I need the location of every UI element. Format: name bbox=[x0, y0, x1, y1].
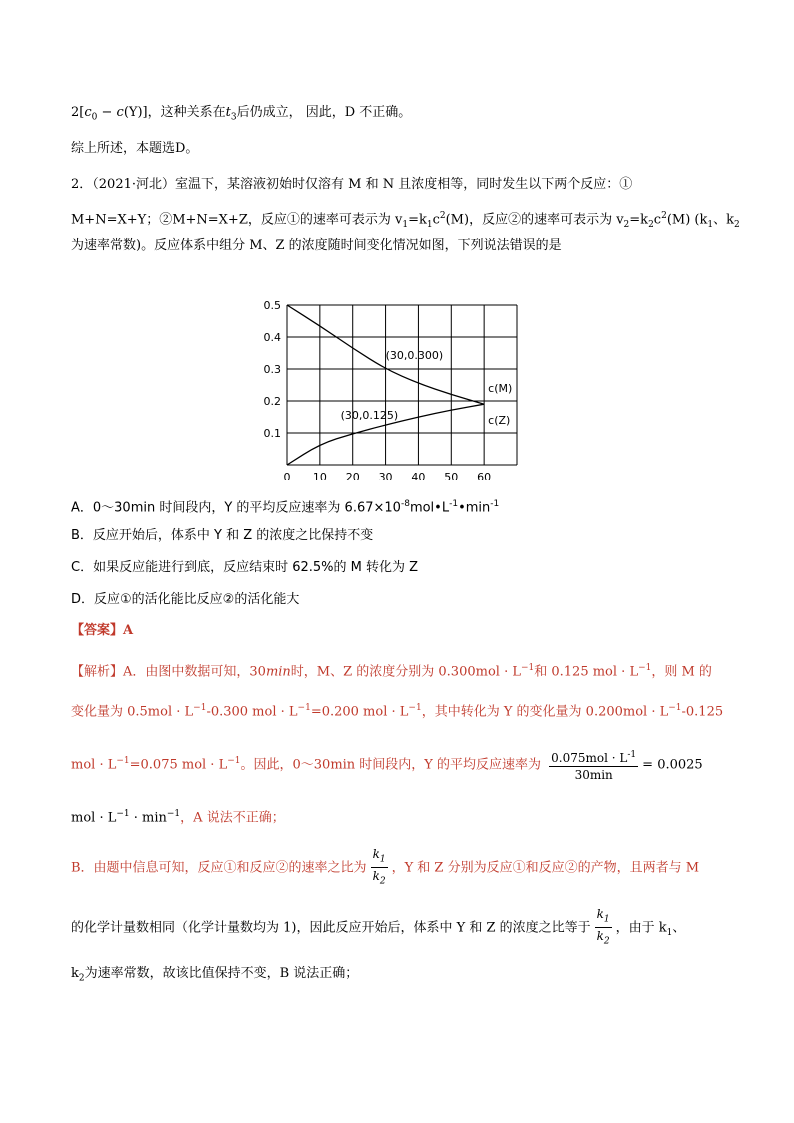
question-line-2 bbox=[71, 206, 740, 235]
rate-fraction bbox=[549, 747, 638, 783]
text-segment: ，其中转化为 Y 的变化量为 0.200mol · L bbox=[421, 704, 669, 720]
text-segment: 2 bbox=[379, 876, 386, 887]
option-a[interactable] bbox=[71, 494, 499, 518]
text-segment: = 0.0025 bbox=[642, 757, 703, 773]
text-segment: 2 bbox=[623, 219, 630, 230]
analysis-line-4 bbox=[71, 804, 285, 828]
point-annotation: (30,0.125) bbox=[340, 409, 399, 422]
analysis-line-5 bbox=[71, 846, 699, 890]
x-tick-label: 20 bbox=[345, 471, 360, 480]
text-segment: k bbox=[596, 929, 604, 944]
text-segment: M+N=X+Y；②M+N=X+Z，反应①的速率可表示为 v bbox=[71, 212, 403, 228]
point-annotation: (30,0.300) bbox=[385, 349, 444, 362]
text-segment: 变化量为 0.5mol · L bbox=[71, 704, 194, 720]
text-segment: min bbox=[265, 664, 291, 680]
answer-label bbox=[71, 621, 133, 641]
text-segment: mol · L bbox=[71, 757, 117, 773]
text-segment: 1 bbox=[402, 219, 409, 230]
x-tick-label: 60 bbox=[477, 471, 492, 480]
text-segment: 1 bbox=[707, 219, 714, 230]
continuation-line bbox=[71, 103, 411, 128]
text-segment: =k bbox=[629, 212, 649, 228]
text-segment: 30min bbox=[574, 767, 613, 782]
text-segment: 1 bbox=[426, 219, 433, 230]
question-intro bbox=[71, 175, 632, 195]
text-segment: c bbox=[84, 105, 92, 120]
k-ratio-fraction bbox=[371, 846, 388, 890]
text-segment: −1 bbox=[116, 756, 130, 766]
text-segment: ，由于 k bbox=[615, 920, 667, 936]
text-segment: ，A 说法不正确； bbox=[180, 810, 285, 826]
text-segment: 2[ bbox=[71, 105, 85, 120]
x-tick-label: 40 bbox=[411, 471, 426, 480]
text-segment: c bbox=[116, 105, 124, 120]
text-segment: t bbox=[225, 105, 231, 120]
text-segment: 1 bbox=[379, 854, 386, 865]
text-segment: −1 bbox=[520, 663, 535, 673]
text-segment: 和 0.125 mol · L bbox=[534, 664, 639, 680]
text-segment: 2 bbox=[661, 211, 667, 221]
text-segment: 2 bbox=[603, 936, 610, 947]
text-segment: 2．（2021·河北）室温下，某溶液初始时仅溶有 M 和 N 且浓度相等，同时发生以下两个反应：① bbox=[71, 177, 633, 192]
text-segment: −1 bbox=[227, 756, 241, 766]
analysis-line-1 bbox=[71, 658, 712, 682]
text-segment: 2 bbox=[733, 219, 740, 230]
text-segment: (M) (k bbox=[666, 212, 708, 228]
series-label: c(M) bbox=[488, 382, 513, 396]
text-segment: −1 bbox=[638, 663, 652, 673]
text-segment: 、 bbox=[672, 920, 686, 936]
text-segment: 【解析】A．由图中数据可知，30 bbox=[71, 664, 266, 680]
text-segment: −1 bbox=[297, 703, 311, 713]
text-segment: 为速率常数)。反应体系中组分 M、Z 的浓度随时间变化情况如图，下列说法错误的是 bbox=[71, 238, 562, 253]
x-tick-label: 50 bbox=[444, 471, 459, 480]
y-tick-label: 0.5 bbox=[263, 299, 281, 312]
text-segment: A．0～30min 时间段内，Y 的平均反应速率为 6.67×10 bbox=[71, 500, 401, 516]
text-segment: − bbox=[97, 105, 117, 120]
text-segment: D．反应①的活化能比反应②的活化能大 bbox=[71, 592, 300, 607]
text-segment: =0.075 mol · L bbox=[129, 757, 228, 773]
text-segment: B．反应开始后，体系中 Y 和 Z 的浓度之比保持不变 bbox=[71, 528, 374, 543]
text-segment: 1 bbox=[666, 927, 673, 938]
text-segment: −1 bbox=[193, 703, 207, 713]
text-segment: 综上所述，本题选D。 bbox=[71, 141, 199, 156]
text-segment: −1 bbox=[166, 809, 181, 819]
text-segment: -1 bbox=[490, 499, 500, 509]
analysis-line-7 bbox=[71, 964, 358, 989]
text-segment: (Y)] bbox=[123, 105, 148, 120]
text-segment: k bbox=[372, 847, 380, 861]
option-b[interactable] bbox=[71, 526, 373, 546]
text-segment: 0 bbox=[91, 112, 98, 123]
text-segment: 时，M、Z 的浓度分别为 0.300mol · L bbox=[290, 664, 521, 680]
text-segment: −1 bbox=[116, 809, 130, 819]
text-segment: ，这种关系在 bbox=[147, 105, 226, 120]
y-tick-label: 0.2 bbox=[263, 395, 281, 408]
text-segment: 后仍成立， 因此，D 不正确。 bbox=[236, 105, 412, 120]
text-segment: ，则 M 的 bbox=[651, 664, 712, 680]
y-tick-label: 0.4 bbox=[263, 331, 281, 344]
text-segment: mol•L bbox=[409, 500, 450, 516]
text-segment: c bbox=[653, 212, 662, 228]
text-segment: 1 bbox=[603, 914, 610, 925]
y-tick-label: 0.1 bbox=[263, 427, 281, 440]
x-tick-label: 0 bbox=[283, 471, 291, 480]
text-segment: 2 bbox=[648, 219, 654, 230]
text-segment: −1 bbox=[408, 703, 422, 713]
question-line-3 bbox=[71, 236, 562, 256]
text-segment: =k bbox=[408, 212, 427, 228]
k-ratio-fraction bbox=[595, 906, 612, 950]
text-segment: 为速率常数，故该比值保持不变，B 说法正确； bbox=[84, 966, 359, 981]
text-segment: c bbox=[432, 212, 440, 228]
text-segment: k bbox=[596, 907, 604, 921]
text-segment: 。因此，0～30min 时间段内，Y 的平均反应速率为 bbox=[240, 757, 542, 773]
concentration-chart bbox=[255, 290, 535, 480]
summary-line bbox=[71, 139, 198, 159]
text-segment: C．如果反应能进行到底，反应结束时 62.5%的 M 转化为 Z bbox=[71, 560, 419, 575]
option-c[interactable] bbox=[71, 558, 418, 578]
text-segment: 0.075mol · L bbox=[551, 750, 628, 765]
text-segment: k bbox=[71, 966, 79, 981]
x-tick-label: 30 bbox=[378, 471, 393, 480]
text-segment: k bbox=[372, 869, 380, 884]
y-tick-label: 0.3 bbox=[263, 363, 281, 376]
text-segment: −1 bbox=[668, 703, 682, 713]
text-segment: · min bbox=[129, 810, 167, 826]
x-tick-label: 10 bbox=[312, 471, 327, 480]
text-segment: 、k bbox=[713, 212, 734, 228]
text-segment: 的化学计量数相同（化学计量数均为 1)，因此反应开始后，体系中 Y 和 Z 的浓度之比等于 bbox=[71, 920, 591, 936]
text-segment: mol · L bbox=[71, 810, 117, 826]
option-d[interactable] bbox=[71, 590, 299, 610]
series-label: c(Z) bbox=[488, 414, 511, 428]
text-segment: 2 bbox=[439, 211, 446, 221]
text-segment: 3 bbox=[230, 112, 237, 123]
analysis-line-2 bbox=[71, 698, 723, 722]
text-segment: 【答案】A bbox=[71, 623, 134, 638]
text-segment: -0.300 mol · L bbox=[206, 704, 298, 720]
text-segment: =0.200 mol · L bbox=[310, 704, 409, 720]
analysis-line-3 bbox=[71, 744, 703, 783]
text-segment: ，Y 和 Z 分别为反应①和反应②的产物，且两者与 M bbox=[391, 860, 700, 876]
text-segment: -0.125 bbox=[681, 704, 724, 720]
text-segment: -1 bbox=[627, 749, 637, 760]
text-segment: -8 bbox=[400, 499, 410, 509]
text-segment: (M)，反应②的速率可表示为 v bbox=[445, 212, 624, 228]
text-segment: 2 bbox=[78, 973, 85, 984]
text-segment: •min bbox=[458, 500, 491, 516]
text-segment: -1 bbox=[449, 499, 459, 509]
text-segment: B．由题中信息可知，反应①和反应②的速率之比为 bbox=[71, 860, 367, 876]
analysis-line-6 bbox=[71, 906, 685, 953]
